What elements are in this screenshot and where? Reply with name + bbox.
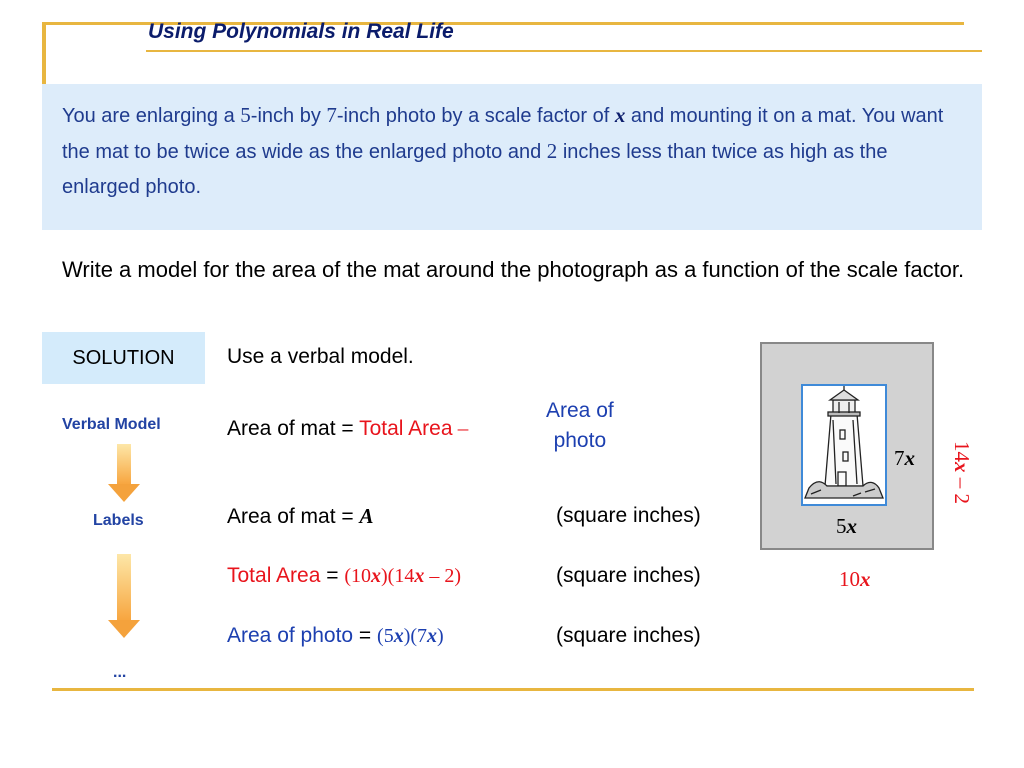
solution-intro: Use a verbal model.: [227, 345, 414, 368]
dim-number: 10: [839, 567, 860, 591]
dim-variable: x: [860, 567, 871, 591]
down-arrow-shaft: [117, 554, 131, 620]
header-left-bar: [42, 22, 46, 92]
down-arrow-shaft: [117, 444, 131, 484]
unit-label: (square inches): [556, 564, 701, 587]
dim-number: 7: [894, 446, 905, 470]
footer-rule: [52, 688, 974, 691]
verbal-model-label: Verbal Model: [62, 416, 161, 433]
problem-number: 2: [546, 139, 558, 163]
label-name: Total Area: [227, 564, 321, 587]
area-of-photo-term: [546, 396, 614, 456]
total-area-term: Total Area: [359, 417, 453, 440]
verbal-model-equation: [227, 416, 468, 441]
equals-sign: =: [353, 624, 378, 647]
expr-part: )(14: [381, 565, 415, 587]
equals-sign: =: [320, 564, 345, 587]
minus-sign: –: [452, 416, 469, 440]
area-of-photo-line1: Area of: [546, 399, 614, 422]
labels-label: Labels: [93, 512, 144, 529]
page-title: Using Polynomials in Real Life: [148, 20, 454, 43]
expr-variable: x: [414, 565, 425, 587]
expr-part: – 2): [424, 565, 462, 587]
header-bottom-rule: [146, 50, 982, 52]
area-of-photo-line2: photo: [553, 429, 607, 452]
problem-text-part: inches less than twice as high as the enlarged photo.: [62, 141, 888, 198]
problem-text-part: -inch by: [250, 105, 327, 127]
expr-part: (5: [377, 625, 394, 647]
problem-number: 5: [240, 103, 251, 127]
solution-badge: [42, 332, 205, 384]
dim-number: 5: [836, 514, 847, 538]
problem-text-part: -inch photo by a scale factor of: [336, 105, 615, 127]
expr-variable: x: [427, 625, 438, 647]
label-row-mat: [227, 504, 374, 529]
expr-variable: x: [371, 565, 382, 587]
expr-part: ): [437, 625, 444, 647]
down-arrow-icon: [108, 484, 140, 502]
instruction-text: Write a model for the area of the mat around the photograph as a function of the scale factor.: [62, 257, 965, 282]
label-name: Area of mat =: [227, 505, 360, 528]
label-expression: [344, 565, 461, 587]
down-arrow-icon: [108, 620, 140, 638]
ellipsis-label: ...: [113, 664, 127, 681]
label-variable: A: [359, 504, 374, 528]
label-row-photo: [227, 624, 444, 648]
expr-variable: x: [393, 625, 404, 647]
problem-text-part: You are enlarging a: [62, 105, 241, 127]
unit-label: (square inches): [556, 504, 701, 527]
dim-variable: x: [950, 462, 974, 473]
problem-text-part: and mounting it on a mat. You want the mat to be twice as wide as the enlarged photo and: [62, 105, 944, 163]
area-of-mat-term: Area of mat =: [227, 417, 360, 440]
dim-number: 14: [950, 441, 974, 462]
photo-frame: [801, 384, 887, 506]
mat-width-label: [839, 567, 871, 592]
lighthouse-icon: [803, 386, 885, 504]
mat-height-label: [949, 441, 974, 504]
label-name: Area of photo: [227, 624, 354, 647]
problem-number: 7: [326, 103, 337, 127]
expr-part: )(7: [403, 625, 428, 647]
dim-variable: x: [904, 446, 915, 470]
solution-label: SOLUTION: [72, 346, 175, 369]
dim-variable: x: [846, 514, 857, 538]
photo-width-label: [836, 514, 857, 539]
problem-statement: [62, 98, 967, 205]
label-row-total: [227, 564, 461, 588]
label-expression: [377, 625, 444, 647]
unit-label: (square inches): [556, 624, 701, 647]
problem-variable: x: [614, 103, 626, 127]
dim-number: – 2: [950, 472, 974, 504]
photo-height-label: [894, 446, 915, 471]
expr-part: (10: [344, 565, 372, 587]
